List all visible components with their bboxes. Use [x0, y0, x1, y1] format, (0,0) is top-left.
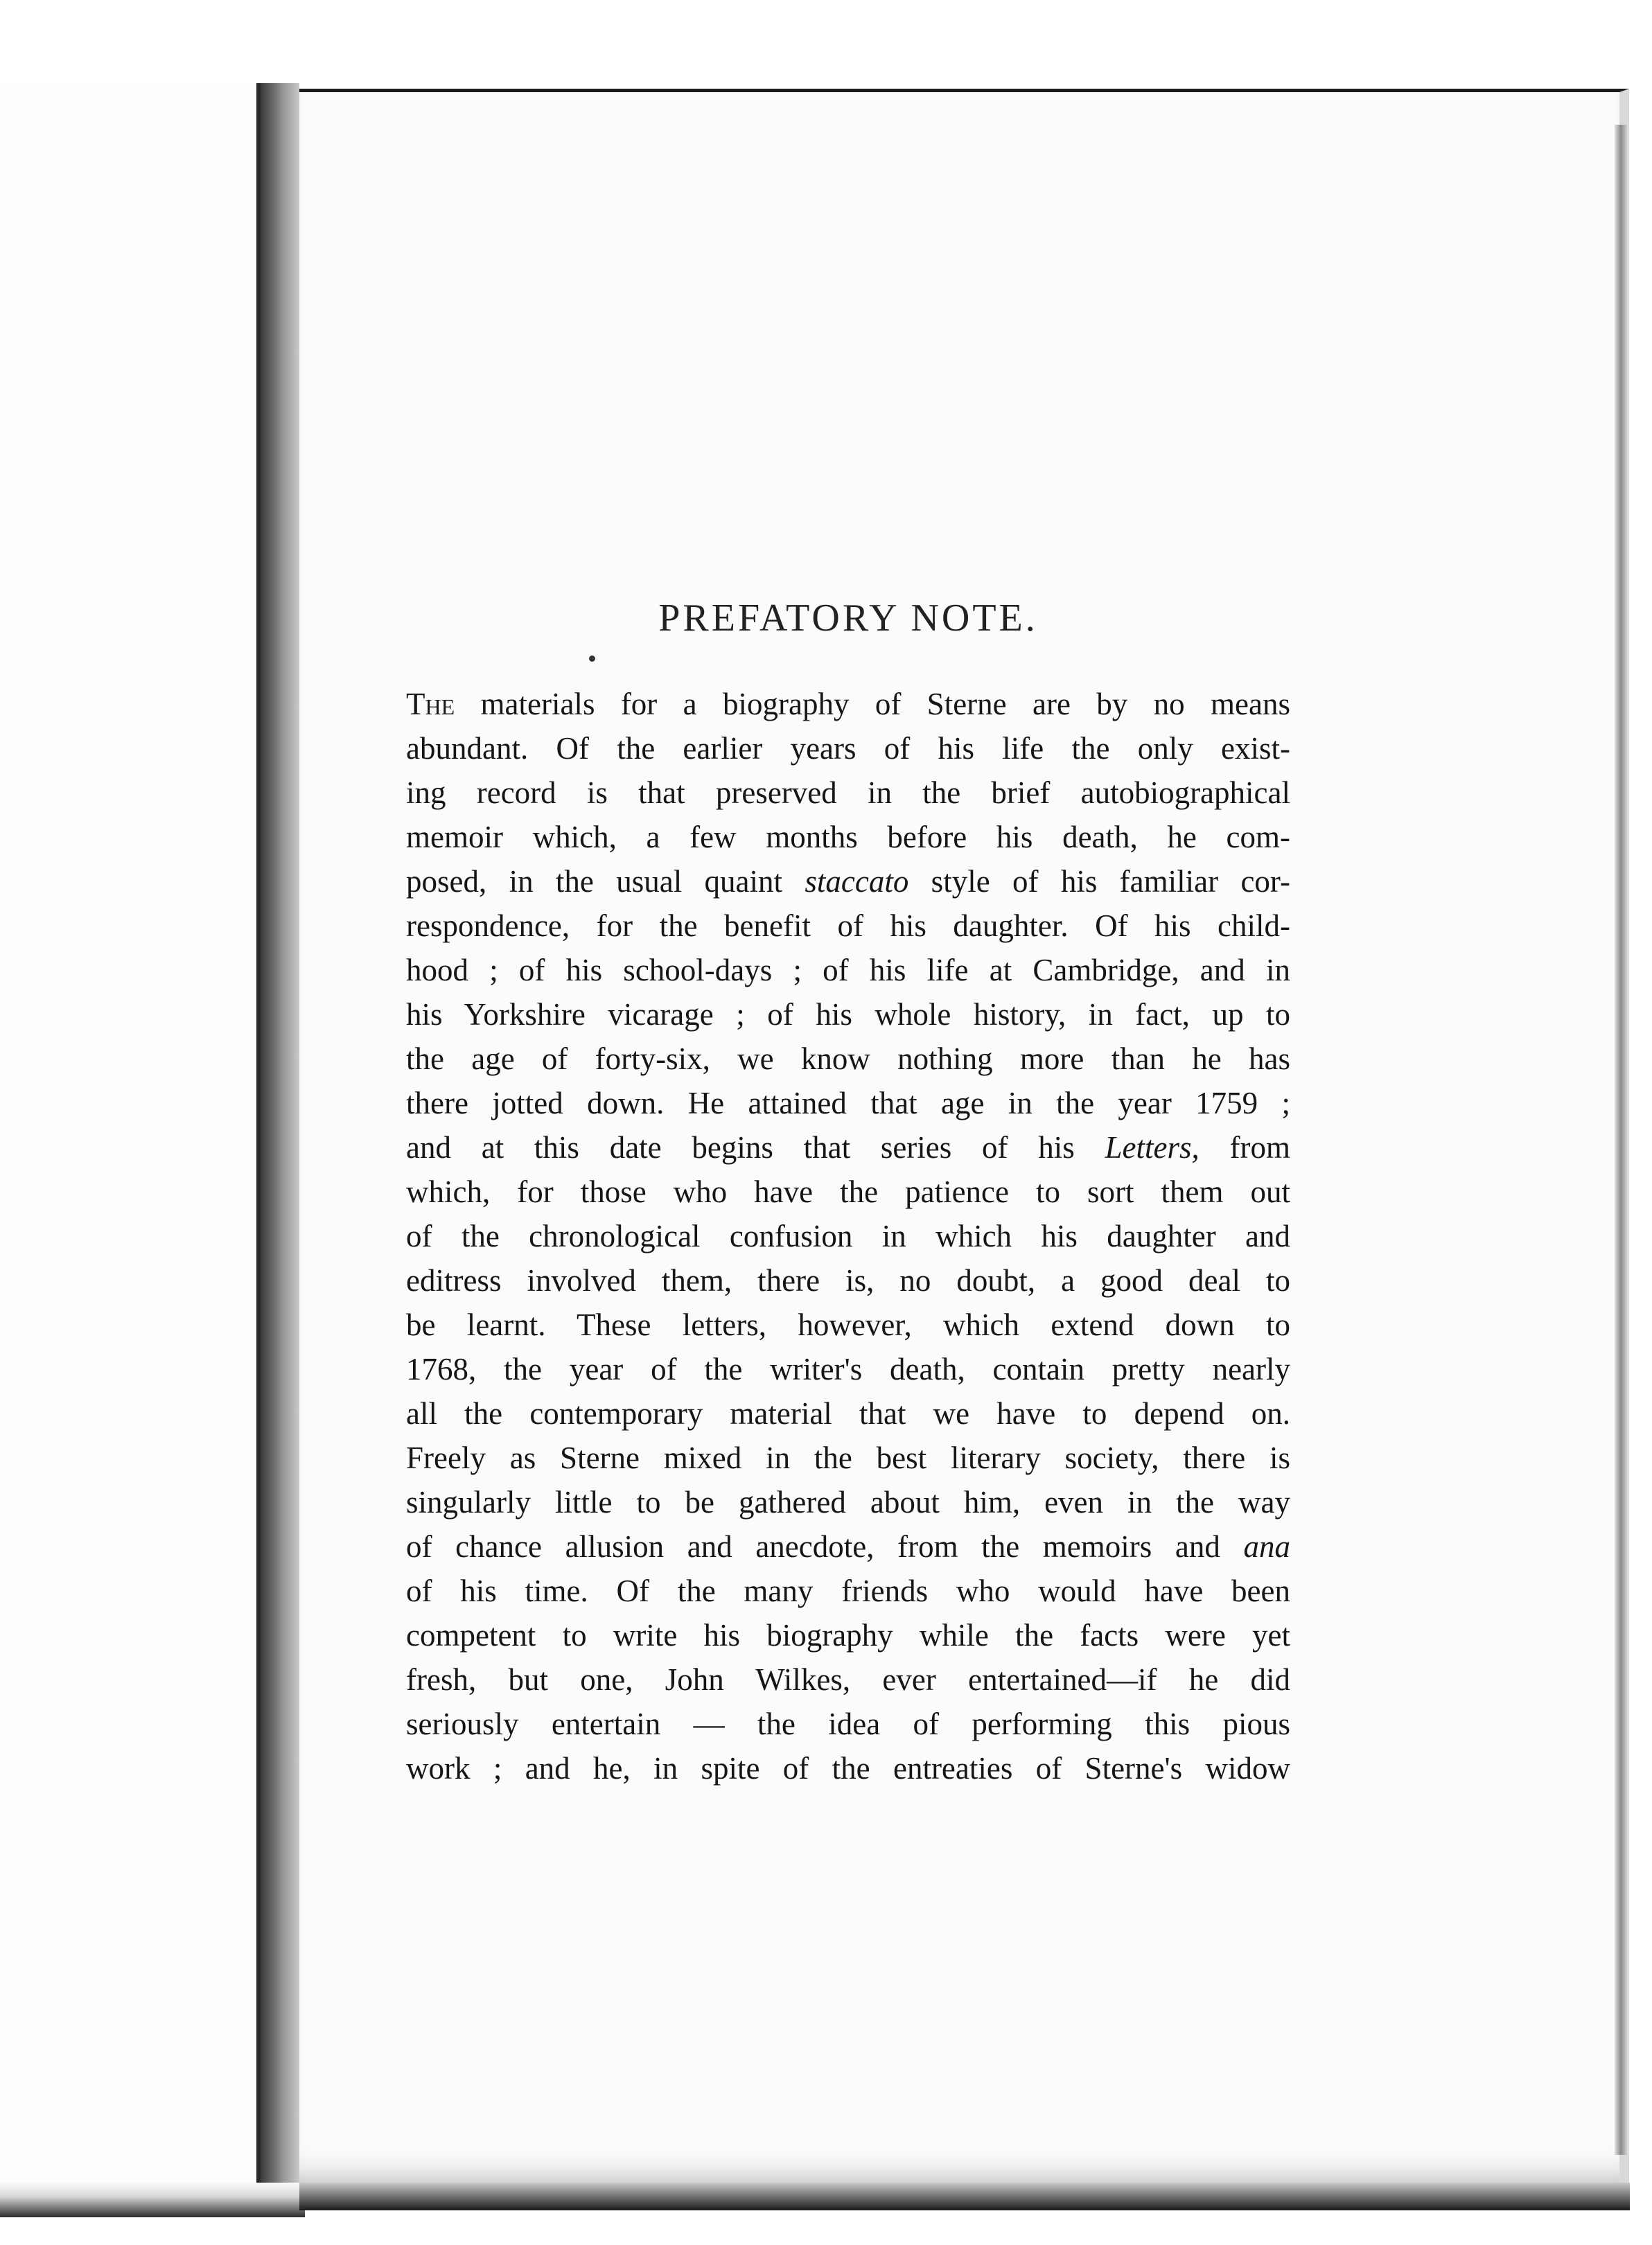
- text-line: [406, 682, 1290, 726]
- gutter-bottom-shadow: [0, 2183, 305, 2217]
- text-line: 1768, the year of the writer's death, contain pretty nearly: [406, 1352, 1290, 1386]
- line-text: posed, in the usual quaint: [406, 864, 805, 899]
- text-line: Freely as Sterne mixed in the best literary society, there is: [406, 1441, 1290, 1475]
- text-line: competent to write his biography while the facts were yet: [406, 1618, 1290, 1653]
- text-line: fresh, but one, John Wilkes, ever entertained—if he did: [406, 1662, 1290, 1697]
- text-line: work ; and he, in spite of the entreaties of Sterne's widow: [406, 1751, 1290, 1786]
- text-line: abundant. Of the earlier years of his life the only exist-: [406, 731, 1290, 766]
- text-line: be learnt. These letters, however, which extend down to: [406, 1308, 1290, 1342]
- text-line: respondence, for the benefit of his daughter. Of his child-: [406, 908, 1290, 943]
- italic-word: ana: [1243, 1529, 1290, 1564]
- italic-word: staccato: [805, 864, 909, 899]
- line-text: of chance allusion and anecdote, from the memoirs and: [406, 1529, 1244, 1564]
- text-line: all the contemporary material that we have to depend on.: [406, 1396, 1290, 1431]
- text-line: seriously entertain — the idea of performing this pious: [406, 1707, 1290, 1741]
- body-paragraph: [406, 682, 1290, 1790]
- printer-dot: [589, 655, 595, 662]
- text-line: editress involved them, there is, no doubt, a good deal to: [406, 1263, 1290, 1298]
- drop-word: The: [406, 687, 455, 721]
- text-line: ing record is that preserved in the brief autobiographical: [406, 775, 1290, 810]
- line-text: materials for a biography of Sterne are by no means: [455, 687, 1290, 721]
- book-gutter: [261, 83, 299, 2203]
- text-line: memoir which, a few months before his death, he com-: [406, 820, 1290, 854]
- left-page-blank: [0, 83, 261, 2190]
- text-line: singularly little to be gathered about him, even in the way: [406, 1485, 1290, 1520]
- page-text-block: [406, 596, 1290, 1790]
- page-right-edge: [1615, 125, 1627, 2155]
- text-line: hood ; of his school-days ; of his life at Cambridge, and in: [406, 953, 1290, 987]
- line-text: and at this date begins that series of his: [406, 1130, 1105, 1165]
- italic-word: Letters,: [1105, 1130, 1200, 1165]
- line-text: from: [1199, 1130, 1290, 1165]
- text-line: there jotted down. He attained that age in the year 1759 ;: [406, 1086, 1290, 1120]
- page-title: PREFATORY NOTE.: [658, 597, 1038, 640]
- text-line: the age of forty-six, we know nothing more than he has: [406, 1041, 1290, 1076]
- text-line: of the chronological confusion in which his daughter and: [406, 1219, 1290, 1253]
- page-bottom-edge: [299, 2183, 1630, 2210]
- line-text: style of his familiar cor-: [908, 864, 1290, 899]
- text-line: his Yorkshire vicarage ; of his whole history, in fact, up to: [406, 997, 1290, 1032]
- text-line: [406, 1125, 1290, 1170]
- text-line: [406, 1524, 1290, 1569]
- text-line: of his time. Of the many friends who would have been: [406, 1574, 1290, 1608]
- text-line: which, for those who have the patience to sort them out: [406, 1174, 1290, 1209]
- text-line: [406, 859, 1290, 904]
